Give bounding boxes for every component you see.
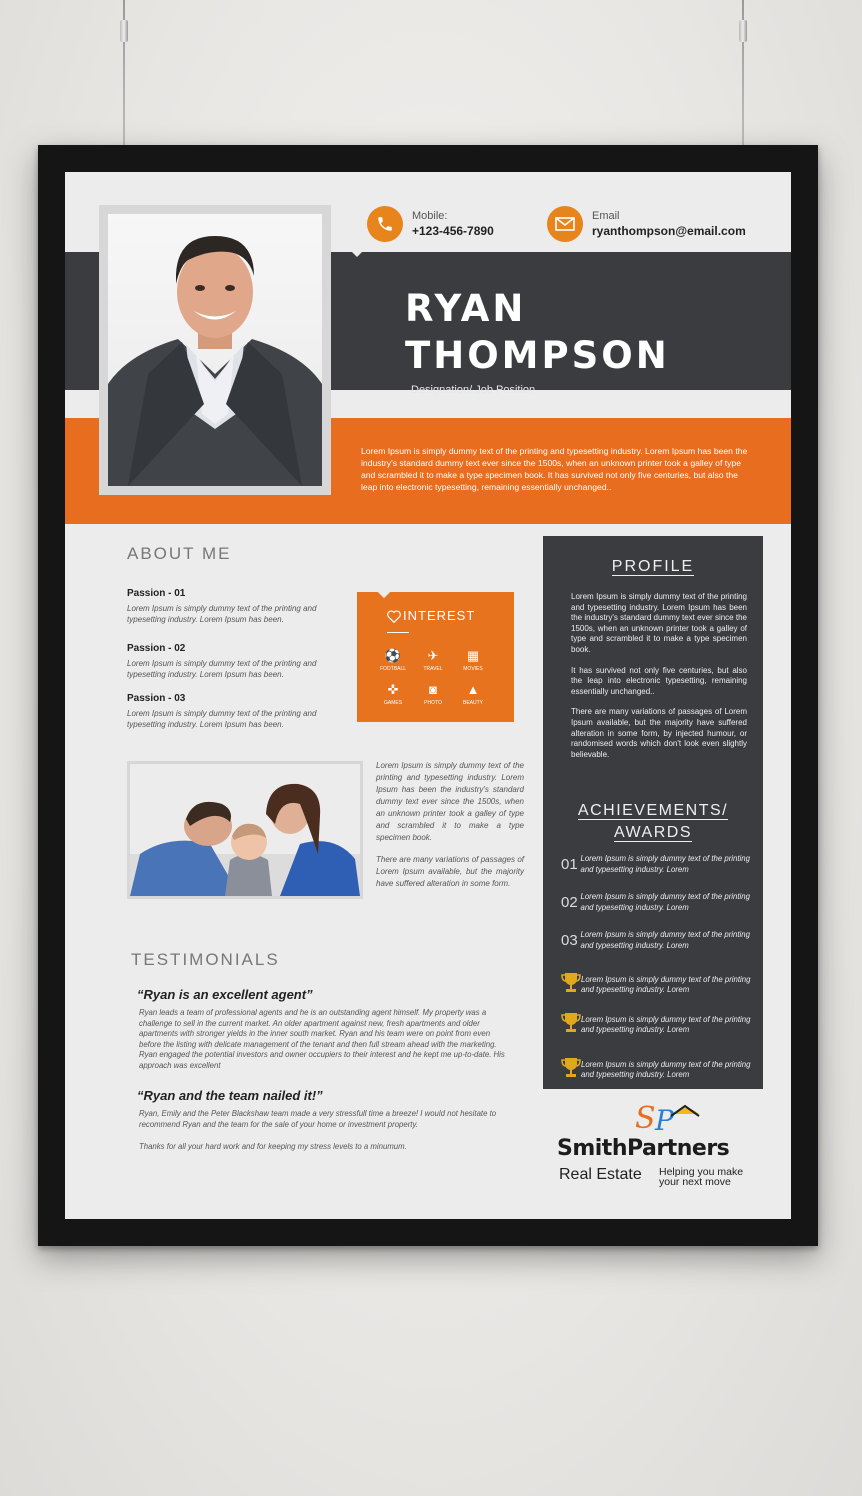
profile-text [571, 592, 747, 770]
achievement-number: 02 [561, 894, 578, 911]
sp-monogram-icon [633, 1100, 703, 1136]
logo-tagline-line: your next move [659, 1176, 731, 1188]
family-paragraph: Lorem Ipsum is simply dummy text of the printing and typesetting industry. Lorem Ipsum has been the industry's standard dummy text ever since the 1500s, when an unknown printer took a galley of type and scrambled it to make a type specimen book. [376, 761, 524, 842]
achievement-text: Lorem Ipsum is simply dummy text of the printing and typesetting industry. Lorem [580, 892, 750, 912]
achievement-text: Lorem Ipsum is simply dummy text of the printing and typesetting industry. Lorem [580, 930, 750, 950]
achievement-number: 03 [561, 932, 578, 949]
intro-text: Lorem Ipsum is simply dummy text of the printing and typesetting industry. Lorem Ipsum has been the industry's standard dummy text ever since the 1500s, when an unknown printer took a galley of type and scrambled it to make a type specimen book. It has survived not only five centuries, but also the leap into electronic typesetting, remaining essentially unchanged.. [361, 446, 748, 492]
profile-title-text: PROFILE [611, 558, 695, 575]
profile-title [543, 558, 763, 576]
passion-text: Lorem Ipsum is simply dummy text of the printing and typesetting industry. Lorem Ipsum has been. [127, 709, 317, 729]
logo-tagline [659, 1167, 743, 1187]
interest-underline [387, 632, 409, 633]
passion-text: Lorem Ipsum is simply dummy text of the printing and typesetting industry. Lorem Ipsum has been. [127, 659, 317, 679]
achievement-item [561, 1057, 751, 1083]
person-name [405, 285, 670, 379]
achievement-item [561, 972, 751, 998]
interest-label: PHOTO [424, 700, 442, 706]
phone-icon [367, 206, 403, 242]
portrait-photo [108, 214, 322, 486]
first-name: RYAN [405, 287, 527, 330]
achievement-text: Lorem Ipsum is simply dummy text of the printing and typesetting industry. Lorem [581, 1059, 751, 1079]
company-logo [557, 1100, 767, 1195]
family-photo [130, 764, 360, 896]
passion-text: Lorem Ipsum is simply dummy text of the printing and typesetting industry. Lorem Ipsum has been. [127, 604, 317, 624]
last-name: THOMPSON [405, 334, 670, 377]
heart-icon [387, 610, 401, 623]
profile-paragraph: Lorem Ipsum is simply dummy text of the printing and typesetting industry. Lorem Ipsum has been the industry's standard dummy text ever since the 1500s, when an unknown printer took a galley of type and scrambled it to make a type specimen book. [571, 592, 747, 654]
sidebar-panel [543, 536, 763, 1089]
interest-item [453, 682, 493, 706]
trophy-icon [561, 1057, 581, 1083]
achievement-item [561, 930, 751, 951]
envelope-icon [547, 206, 583, 242]
achievement-text: Lorem Ipsum is simply dummy text of the printing and typesetting industry. Lorem [581, 974, 751, 994]
designation: Designation/ Job Position [411, 384, 536, 396]
logo-tagline-line: Helping you make [659, 1166, 744, 1178]
wire-clip-left [120, 20, 128, 42]
achievement-item [561, 892, 751, 913]
interest-item [453, 648, 493, 672]
testimonial-text: Thanks for all your hard work and for keeping my stress levels to a minumum. [139, 1142, 407, 1151]
camera-icon: ◙ [429, 682, 437, 697]
interest-label: BEAUTY [462, 700, 483, 706]
trophy-icon [561, 1012, 581, 1038]
interest-item [413, 648, 453, 672]
football-icon: ⚽ [384, 648, 402, 663]
portrait-frame [99, 205, 331, 495]
airplane-icon: ✈ [427, 648, 439, 663]
passion-title: Passion - 02 [127, 643, 186, 654]
profile-paragraph: It has survived not only five centuries, but also the leap into electronic typesetting, remaining essentially unchanged.. [571, 665, 747, 696]
family-paragraph: There are many variations of passages of Lorem Ipsum available, but the majority have suffered alteration in some form. [376, 855, 524, 888]
passion-item [127, 693, 317, 730]
logo-sub: Real Estate [559, 1166, 642, 1183]
testimonials-title: TESTIMONIALS [131, 950, 280, 969]
interest-item [413, 682, 453, 706]
mobile-label: Mobile: [412, 210, 448, 222]
mobile-contact [367, 206, 494, 242]
achievements-title-line: ACHIEVEMENTS/ [577, 802, 729, 819]
testimonial-text: Ryan leads a team of professional agents and he is an outstanding agent himself. My property was a challenge to sell in the current market. An older apartment against new, fresh apartments and older apartments with stronger yields in the inner south market. Ryan and his team were on point from even before the listing with delicate management of the tenant and then full stream ahead with the marketing. Ryan engaged the potential investors and owner occupiers to their interest and he kept me up-to-date. His approach was excellent [139, 1008, 505, 1070]
svg-text:P: P [655, 1104, 674, 1136]
film-icon: ▦ [466, 648, 480, 663]
achievement-text: Lorem Ipsum is simply dummy text of the printing and typesetting industry. Lorem [580, 854, 750, 874]
interest-label: GAMES [383, 700, 403, 706]
passion-title: Passion - 03 [127, 693, 186, 704]
achievement-item [561, 854, 751, 875]
interest-pin [377, 584, 391, 598]
interest-label: MOVIES [463, 666, 483, 672]
gamepad-icon: ✜ [387, 682, 399, 697]
interest-label: FOOTBALL [379, 666, 407, 672]
interest-box [357, 592, 514, 722]
passion-item [127, 643, 317, 680]
family-text [376, 760, 524, 900]
trophy-icon [561, 972, 581, 998]
svg-text:S: S [635, 1101, 656, 1136]
profile-paragraph: There are many variations of passages of Lorem Ipsum available, but the majority have suffered alteration in some form, by injected humour, or randomised words which don't look even slightly believable. [571, 707, 747, 759]
achievements-title [543, 800, 763, 844]
passion-item [127, 588, 317, 625]
email-label: Email [592, 210, 620, 222]
header-notch [350, 250, 364, 257]
achievements-title-line: AWARDS [613, 824, 693, 841]
interest-title: INTEREST [403, 608, 476, 623]
testimonial-text: Ryan, Emily and the Peter Blackshaw team made a very stressfull time a breeze! I would not hesitate to recommend Ryan and the team for the sale of your home or investment property. [139, 1109, 497, 1129]
achievement-number: 01 [561, 856, 578, 873]
resume-poster [65, 172, 791, 1219]
email-value: ryanthompson@email.com [592, 224, 746, 238]
interest-label: TRAVEL [423, 666, 443, 672]
interest-item [373, 648, 413, 672]
testimonial-quote: “Ryan is an excellent agent” [137, 987, 313, 1002]
about-title: ABOUT ME [127, 544, 232, 563]
wire-clip-right [739, 20, 747, 42]
interest-item [373, 682, 413, 706]
passion-title: Passion - 01 [127, 588, 186, 599]
logo-name: SmithPartners [557, 1136, 730, 1161]
achievement-text: Lorem Ipsum is simply dummy text of the printing and typesetting industry. Lorem [581, 1014, 751, 1034]
email-contact [547, 206, 746, 242]
testimonial-quote: “Ryan and the team nailed it!” [137, 1088, 323, 1103]
tree-icon: ▲ [466, 682, 480, 697]
mobile-value: +123-456-7890 [412, 224, 494, 238]
achievement-item [561, 1012, 751, 1038]
family-photo-frame [127, 761, 363, 899]
